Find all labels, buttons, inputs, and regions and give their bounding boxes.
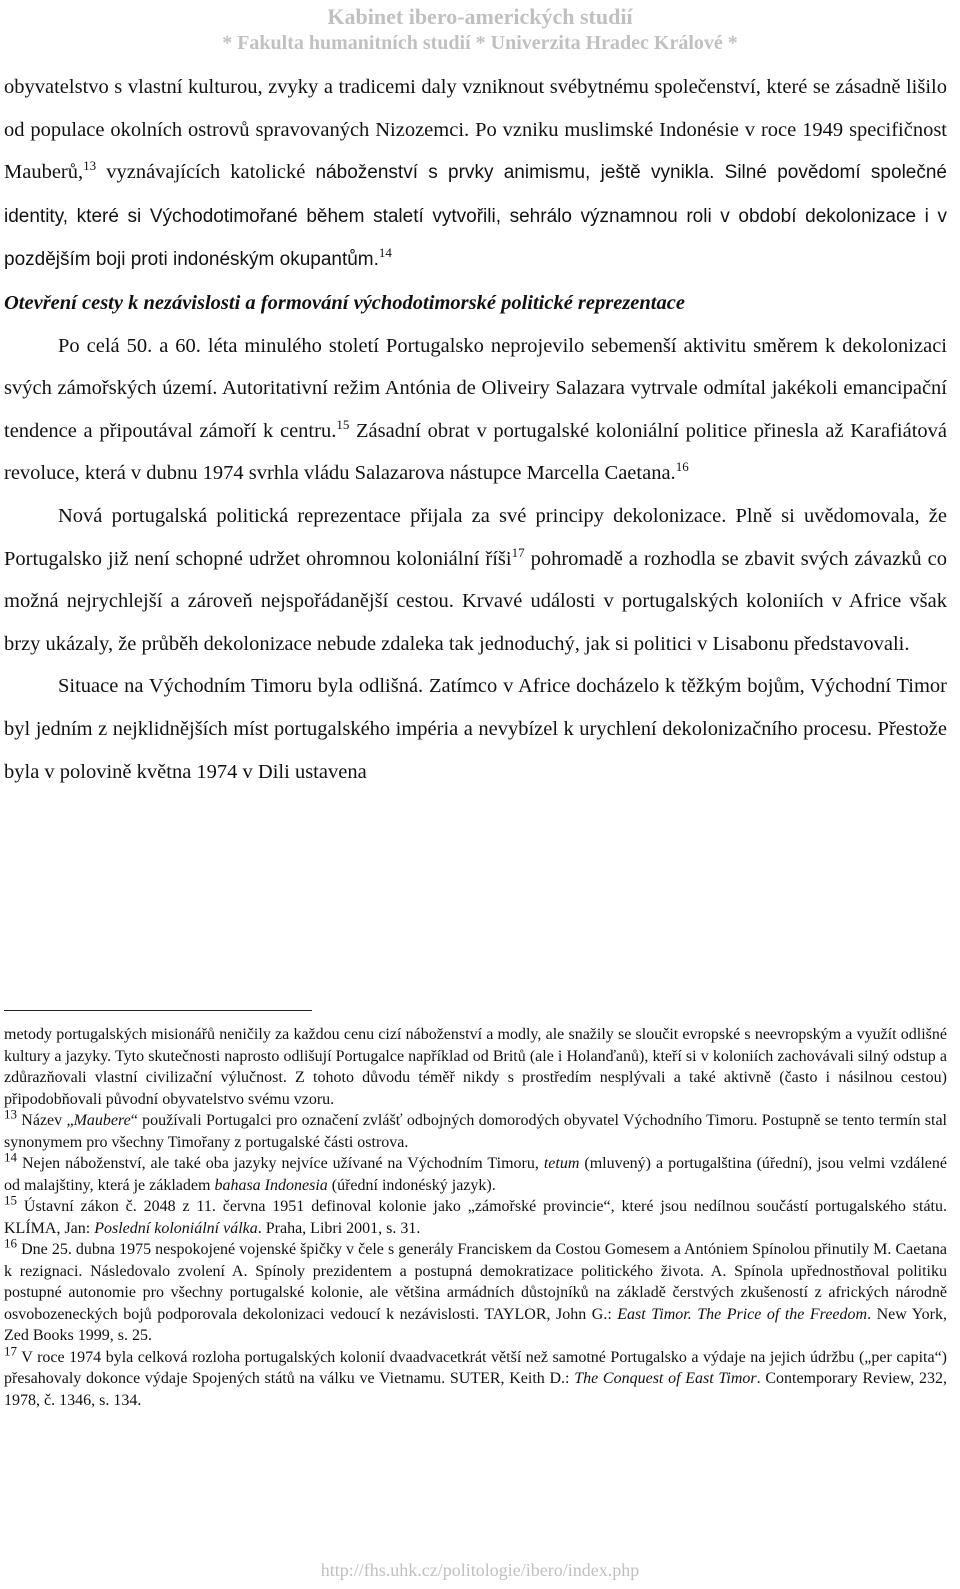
footnote-13 [4, 1106, 947, 1153]
footnote-17-text-b: . Contemporary Review, 232, 1978, č. 1346, s. 134. [4, 1370, 948, 1409]
header-institution: Kabinet ibero-amerických studií [327, 4, 633, 29]
footnote-17-text-a: V roce 1974 byla celková rozloha portugalských kolonií dvaadvacetkrát větší než samotné Portugalsko a výdaje na jejich údržbu („per capita“) přesahovaly dokonce výdaje Spojených států na válku ve Vietnamu. SUTER, Keith D.: [4, 1348, 947, 1387]
footnote-14 [4, 1149, 948, 1196]
footnote-number-16: 16 [4, 1235, 17, 1251]
footnote-13-text-b: “ používali Portugalci pro označení zvlášť odbojných domorodých obyvatel Východního Timoru. Postupně se tento termín stal synonymem pro všechny Timořany z portugalské části ostrova. [4, 1112, 947, 1151]
main-text [4, 66, 947, 793]
page-header [0, 4, 960, 56]
paragraph-2-part-b: Zásadní obrat v portugalské koloniální politice přinesla až Karafiátová revoluce, která v dubnu 1974 svrhla vládu Salazarova nástupce Marcella Caetana. [4, 419, 948, 485]
footnote-number-14: 14 [4, 1149, 17, 1165]
footnote-15-text-a: Ústavní zákon č. 2048 z 11. června 1951 definoval kolonie jako „zámořské provincie“, které jsou nedílnou součástí portugalského státu. KLÍMA, Jan: [4, 1198, 947, 1237]
paragraph-3-part-b: pohromadě a rozhodla se zbavit svých závazků co možná nejrychlejší a zároveň nejspořádanější cestou. Krvavé události v portugalských koloniích v Africe však brzy ukázaly, že průběh dekolonizace nebude zdaleka tak jednoduchý, jak si politici v Lisabonu představovali. [4, 547, 947, 655]
footnote-separator [4, 1010, 312, 1011]
footnote-16-text-b: . New York, Zed Books 1999, s. 25. [4, 1305, 948, 1344]
footnote-14-text-c: (úřední indonéský jazyk). [327, 1176, 496, 1194]
footnote-14-text-a: Nejen náboženství, ale také oba jazyky nejvíce užívané na Východním Timoru, [17, 1155, 544, 1172]
footnote-16-text-a: Dne 25. dubna 1975 nespokojené vojenské špičky v čele s generály Franciskem da Costou Gomesem a Antóniem Spínolou přinutily M. Caetana k rezignaci. Následovalo zvolení A. Spínoly prezidentem a postupná demokratizace politického života. A. Spínola upřednostňoval politiku postupné autonomie pro všechny portugalské kolonie, ale většina armádních důstojníků na základě čerstvých zkušeností z afrických národně osvobozeneckých bojů podporovala dekolonizaci vedoucí k nezávislosti. TAYLOR, John G.: [4, 1241, 947, 1323]
footnote-13-italic: Maubere [73, 1112, 131, 1129]
footnote-15-italic: Poslední koloniální válka [94, 1219, 258, 1237]
footnote-16-italic: East Timor. The Price of the Freedom [617, 1305, 868, 1323]
footnote-13-text-a: Název „ [17, 1112, 74, 1129]
footnote-15-text-b: . Praha, Libri 2001, s. 31. [257, 1219, 421, 1237]
paragraph-1-part-a: obyvatelstvo s vlastní kulturou, zvyky a tradicemi daly vzniknout svébytnému společenství, které se zásadně lišilo od populace okolních ostrovů spravovaných Nizozemci. Po vzniku muslimské Indonésie v roce 1949 specifičnost Mauberů, [4, 76, 947, 184]
paragraph-2-part-a: Po celá 50. a 60. léta minulého století Portugalsko neprojevilo sebemenší aktivitu směrem k dekolonizaci svých zámořských území. Autoritativní režim Antónia de Oliveiry Salazara vytrvale odmítal jakékoli emancipační tendence a připoutával zámoří k centru. [4, 334, 947, 442]
footnote-ref-16[interactable]: 16 [675, 459, 689, 475]
footnote-17 [4, 1343, 948, 1412]
paragraph-1-part-c: náboženství s prvky animismu, ještě vynikla. Silné povědomí společné identity, které si Východotimořané během staletí vytvořili, sehrálo významnou roli v období dekolonizace i v pozdějším boji proti indonéským okupantům. [4, 162, 947, 271]
footnote-ref-13[interactable]: 13 [83, 158, 97, 174]
footnote-number-13: 13 [4, 1106, 17, 1122]
footnotes [4, 1024, 947, 1411]
footnote-continuation: metody portugalských misionářů neničily za každou cenu cizí náboženství a modly, ale snažily se sloučit evropské s neevropským a využít odlišné kultury a jazyky. Tyto skutečnosti naprosto odlišují Portugalce například od Britů (ale i Holanďanů), kteří si v koloniích zachovávali silný odstup a zdůrazňovali vlastní civilizační výlučnost. Z tohoto důvodu téměř nikdy s prostředím nesplývali a také aktivně (často i násilnou cestou) připodobňovali původní obyvatelstvo svému vzoru. [4, 1026, 947, 1108]
paragraph-1 [4, 66, 947, 282]
header-faculty: * Fakulta humanitních studií * Univerzita Hradec Králové * [222, 32, 738, 54]
footnote-number-17: 17 [4, 1343, 17, 1359]
paragraph-3-part-a: Nová portugalská politická reprezentace přijala za své principy dekolonizace. Plně si uvědomovala, že Portugalsko již není schopné udržet ohromnou koloniální říši [4, 504, 947, 570]
footnote-16 [4, 1235, 948, 1347]
footnote-ref-17[interactable]: 17 [511, 544, 525, 560]
footnote-14-italic-1: tetum [543, 1155, 580, 1172]
paragraph-1-part-b: vyznávajících katolické [96, 161, 306, 184]
section-heading: Otevření cesty k nezávislosti a formování východotimorské politické reprezentace [4, 291, 685, 314]
paragraph-3 [4, 495, 947, 665]
footnote-number-15: 15 [4, 1192, 17, 1208]
footnote-14-text-b: (mluvený) a portugalština (úřední), jsou velmi vzdálené od malajštiny, která je základem [4, 1155, 948, 1194]
footnote-14-italic-2: bahasa Indonesia [214, 1176, 328, 1194]
footnote-17-italic: The Conquest of East Timor [574, 1370, 757, 1387]
page-footer-url[interactable]: http://fhs.uhk.cz/politologie/ibero/index.php [320, 1560, 640, 1580]
paragraph-2 [4, 325, 947, 495]
footnote-ref-15[interactable]: 15 [336, 416, 350, 432]
footnote-ref-14[interactable]: 14 [378, 245, 392, 261]
footnote-15 [4, 1192, 947, 1239]
paragraph-4: Situace na Východním Timoru byla odlišná. Zatímco v Africe docházelo k těžkým bojům, Východní Timor byl jedním z nejklidnějších míst portugalského impéria a nevybízel k urychlení dekolonizačního procesu. Přestože byla v polovině května 1974 v Dili ustavena [4, 675, 947, 783]
